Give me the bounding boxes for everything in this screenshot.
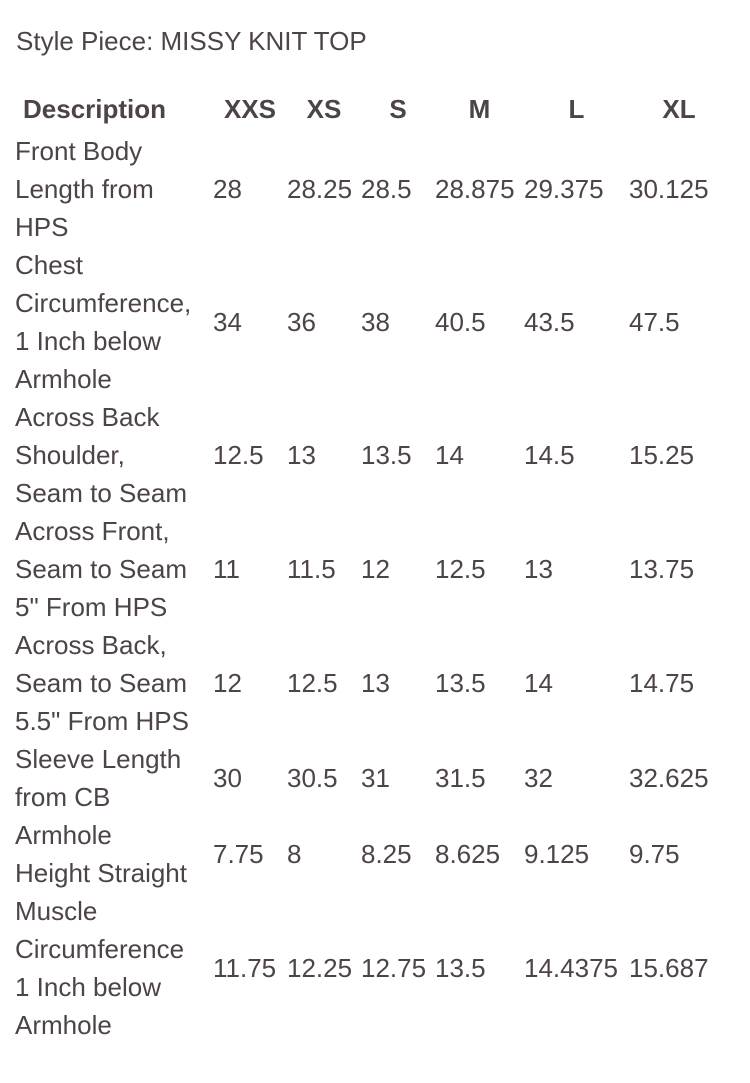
style-piece-title: Style Piece: MISSY KNIT TOP — [16, 26, 367, 56]
value-xxs: 12.5 — [213, 439, 264, 470]
measurement-description — [15, 816, 213, 892]
value-s: 28.5 — [361, 173, 412, 204]
value-m: 14 — [435, 439, 464, 470]
value-xs: 36 — [287, 306, 316, 337]
value-xxs: 7.75 — [213, 838, 264, 869]
value-l: 9.125 — [524, 838, 590, 869]
description-line: from CB — [15, 782, 111, 812]
description-line: Seam to Seam — [15, 478, 187, 508]
value-xl: 47.5 — [629, 306, 680, 337]
value-s: 8.25 — [361, 838, 412, 869]
size-spec-table — [15, 86, 729, 1044]
table-row — [15, 398, 729, 512]
value-m: 13.5 — [435, 667, 486, 698]
description-line: Armhole — [15, 364, 112, 394]
table-row — [15, 626, 729, 740]
value-s: 12 — [361, 553, 390, 584]
header-size-l: L — [568, 93, 585, 124]
header-description: Description — [23, 93, 167, 124]
description-line: Seam to Seam — [15, 668, 187, 698]
value-xl: 13.75 — [629, 553, 695, 584]
table-body — [15, 132, 729, 1044]
value-xl: 15.25 — [629, 439, 695, 470]
value-xl: 15.687 — [629, 952, 709, 983]
value-s: 13.5 — [361, 439, 412, 470]
header-size-xl: XL — [662, 93, 696, 124]
description-line: 1 Inch below — [15, 972, 161, 1002]
value-s: 31 — [361, 762, 390, 793]
description-line: Circumference — [15, 934, 185, 964]
value-s: 38 — [361, 306, 390, 337]
value-xs: 30.5 — [287, 762, 338, 793]
value-xxs: 12 — [213, 667, 242, 698]
header-size-xs: XS — [306, 93, 342, 124]
value-l: 29.375 — [524, 173, 604, 204]
value-xs: 8 — [287, 838, 302, 869]
value-xxs: 11.75 — [213, 952, 277, 983]
value-m: 13.5 — [435, 952, 486, 983]
table-row — [15, 132, 729, 246]
description-line: Shoulder, — [15, 440, 125, 470]
measurement-description — [15, 398, 213, 512]
value-s: 13 — [361, 667, 390, 698]
description-line: Circumference, — [15, 288, 192, 318]
description-line: Across Back, — [15, 630, 167, 660]
value-s: 12.75 — [361, 952, 427, 983]
description-line: 5" From HPS — [15, 592, 168, 622]
value-xl: 32.625 — [629, 762, 709, 793]
value-xs: 12.25 — [287, 952, 353, 983]
description-line: Across Back — [15, 402, 160, 432]
header-size-xxs: XXS — [223, 93, 277, 124]
header-size-s: S — [389, 93, 407, 124]
description-line: Length from — [15, 174, 154, 204]
description-line: Across Front, — [15, 516, 170, 546]
value-m: 40.5 — [435, 306, 486, 337]
measurement-description — [15, 132, 213, 246]
measurement-description — [15, 246, 213, 398]
value-xxs: 34 — [213, 306, 242, 337]
description-line: Chest — [15, 250, 83, 280]
value-l: 13 — [524, 553, 553, 584]
measurement-description — [15, 740, 213, 816]
value-xl: 9.75 — [629, 838, 680, 869]
value-xxs: 30 — [213, 762, 242, 793]
value-xs: 28.25 — [287, 173, 353, 204]
value-l: 14 — [524, 667, 553, 698]
description-line: Front Body — [15, 136, 143, 166]
value-xxs: 11 — [213, 553, 240, 584]
value-m: 31.5 — [435, 762, 486, 793]
description-line: Muscle — [15, 896, 98, 926]
value-xl: 14.75 — [629, 667, 695, 698]
value-xxs: 28 — [213, 173, 242, 204]
value-l: 14.5 — [524, 439, 575, 470]
value-m: 12.5 — [435, 553, 486, 584]
table-row — [15, 246, 729, 398]
measurement-description — [15, 626, 213, 740]
value-l: 32 — [524, 762, 553, 793]
value-xs: 13 — [287, 439, 316, 470]
table-row — [15, 740, 729, 816]
value-m: 8.625 — [435, 838, 501, 869]
table-header-row — [15, 86, 729, 132]
value-xl: 30.125 — [629, 173, 709, 204]
value-l: 43.5 — [524, 306, 575, 337]
description-line: Armhole — [15, 820, 112, 850]
description-line: Armhole — [15, 1010, 112, 1040]
measurement-description — [15, 892, 213, 1044]
value-m: 28.875 — [435, 173, 515, 204]
description-line: Height Straight — [15, 858, 187, 888]
description-line: 1 Inch below — [15, 326, 161, 356]
description-line: 5.5" From HPS — [15, 706, 189, 736]
value-l: 14.4375 — [524, 952, 618, 983]
table-row — [15, 512, 729, 626]
description-line: Sleeve Length — [15, 744, 182, 774]
header-size-m: M — [468, 93, 491, 124]
description-line: HPS — [15, 212, 69, 242]
description-line: Seam to Seam — [15, 554, 187, 584]
table-row — [15, 816, 729, 892]
table-row — [15, 892, 729, 1044]
value-xs: 12.5 — [287, 667, 338, 698]
value-xs: 11.5 — [287, 553, 336, 584]
measurement-description — [15, 512, 213, 626]
